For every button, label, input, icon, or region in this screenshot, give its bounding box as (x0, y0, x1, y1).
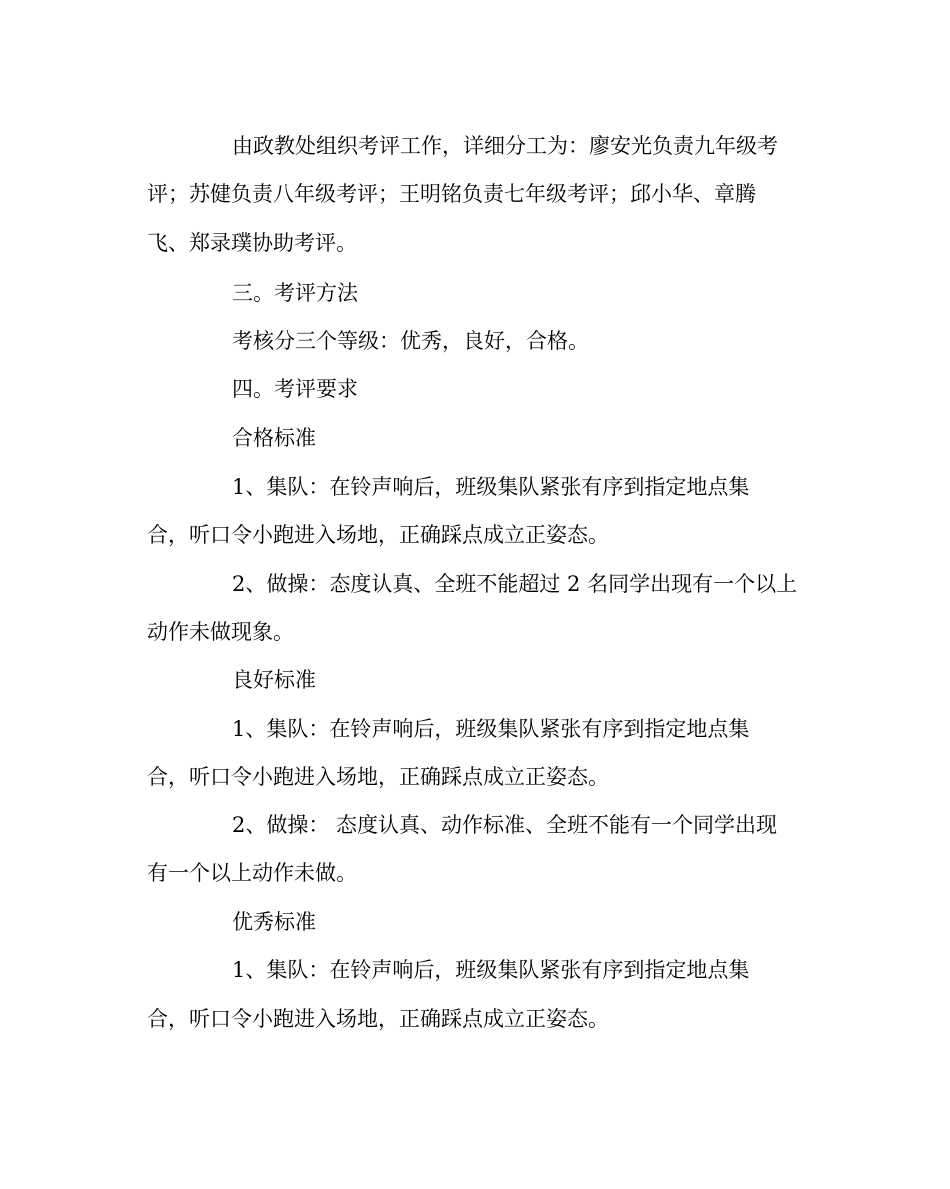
text-line: 飞、郑录璞协助考评。 (147, 231, 357, 255)
text-line: 动作未做现象。 (147, 620, 294, 644)
subheading: 合格标准 (232, 426, 316, 450)
text-line: 1、集队：在铃声响后，班级集队紧张有序到指定地点集 (232, 717, 750, 741)
text-line: 合，听口令小跑进入场地，正确踩点成立正姿态。 (147, 765, 609, 789)
subheading: 良好标准 (232, 668, 316, 692)
section-heading: 三。考评方法 (232, 281, 358, 305)
text-line: 2、做操：态度认真、全班不能超过 2 名同学出现有一个以上 (232, 572, 798, 596)
text-line: 合，听口令小跑进入场地，正确踩点成立正姿态。 (147, 1007, 609, 1031)
text-line: 评；苏健负责八年级考评；王明铭负责七年级考评；邱小华、章腾 (147, 182, 756, 206)
text-line: 1、集队：在铃声响后，班级集队紧张有序到指定地点集 (232, 958, 750, 982)
text-line: 1、集队：在铃声响后，班级集队紧张有序到指定地点集 (232, 475, 750, 499)
section-heading: 四。考评要求 (232, 377, 358, 401)
subheading: 优秀标准 (232, 910, 316, 934)
text-line: 2、做操： 态度认真、动作标准、全班不能有一个同学出现 (232, 813, 778, 837)
text-line: 由政教处组织考评工作，详细分工为：廖安光负责九年级考 (232, 134, 778, 158)
text-line: 有一个以上动作未做。 (147, 861, 357, 885)
text-line: 考核分三个等级：优秀，良好，合格。 (232, 329, 589, 353)
text-line: 合，听口令小跑进入场地，正确踩点成立正姿态。 (147, 523, 609, 547)
